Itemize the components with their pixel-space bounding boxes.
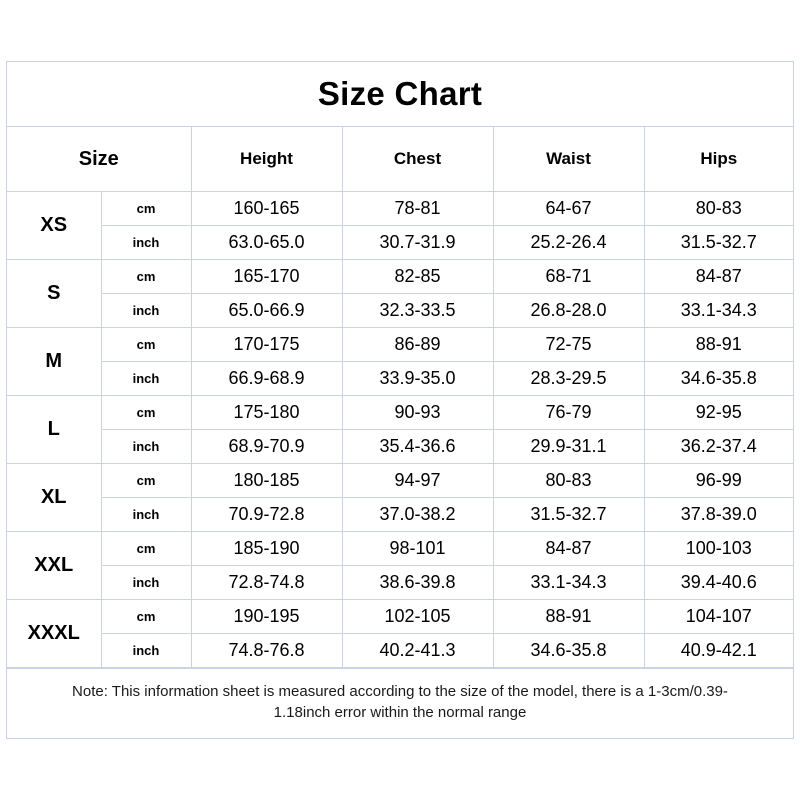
height-value: 185-190	[191, 532, 342, 566]
size-label: M	[7, 328, 101, 396]
chest-value: 94-97	[342, 464, 493, 498]
size-row-s-inch	[7, 294, 793, 328]
unit-label-inch: inch	[101, 226, 191, 260]
chart-title: Size Chart	[7, 62, 793, 127]
height-value: 68.9-70.9	[191, 430, 342, 464]
hips-value: 80-83	[644, 192, 793, 226]
unit-label-inch: inch	[101, 566, 191, 600]
unit-label-inch: inch	[101, 362, 191, 396]
unit-label-cm: cm	[101, 464, 191, 498]
unit-label-cm: cm	[101, 600, 191, 634]
height-value: 74.8-76.8	[191, 634, 342, 668]
waist-value: 84-87	[493, 532, 644, 566]
size-row-xs-inch	[7, 226, 793, 260]
hips-value: 96-99	[644, 464, 793, 498]
note-line-1: Note: This information sheet is measured according to the size of the model, there is a 1-3cm/0.39-	[72, 683, 728, 700]
unit-label-cm: cm	[101, 192, 191, 226]
size-row-xxxl-inch	[7, 634, 793, 668]
unit-label-inch: inch	[101, 430, 191, 464]
height-value: 66.9-68.9	[191, 362, 342, 396]
chest-value: 32.3-33.5	[342, 294, 493, 328]
unit-label-cm: cm	[101, 532, 191, 566]
chest-value: 33.9-35.0	[342, 362, 493, 396]
waist-value: 26.8-28.0	[493, 294, 644, 328]
chest-value: 90-93	[342, 396, 493, 430]
waist-value: 76-79	[493, 396, 644, 430]
size-label: S	[7, 260, 101, 328]
waist-value: 80-83	[493, 464, 644, 498]
waist-value: 88-91	[493, 600, 644, 634]
hips-value: 92-95	[644, 396, 793, 430]
chest-value: 82-85	[342, 260, 493, 294]
unit-label-inch: inch	[101, 634, 191, 668]
size-row-xs-cm	[7, 192, 793, 226]
size-row-xl-cm	[7, 464, 793, 498]
waist-value: 34.6-35.8	[493, 634, 644, 668]
height-value: 170-175	[191, 328, 342, 362]
header-size: Size	[7, 127, 191, 192]
size-table	[7, 127, 793, 668]
chest-value: 38.6-39.8	[342, 566, 493, 600]
size-row-xxl-inch	[7, 566, 793, 600]
unit-label-inch: inch	[101, 294, 191, 328]
waist-value: 64-67	[493, 192, 644, 226]
chest-value: 102-105	[342, 600, 493, 634]
unit-label-inch: inch	[101, 498, 191, 532]
size-row-m-inch	[7, 362, 793, 396]
header-waist: Waist	[493, 127, 644, 192]
size-label: XXXL	[7, 600, 101, 668]
waist-value: 68-71	[493, 260, 644, 294]
hips-value: 31.5-32.7	[644, 226, 793, 260]
waist-value: 28.3-29.5	[493, 362, 644, 396]
size-row-s-cm	[7, 260, 793, 294]
hips-value: 40.9-42.1	[644, 634, 793, 668]
height-value: 70.9-72.8	[191, 498, 342, 532]
chest-value: 37.0-38.2	[342, 498, 493, 532]
waist-value: 72-75	[493, 328, 644, 362]
height-value: 72.8-74.8	[191, 566, 342, 600]
waist-value: 25.2-26.4	[493, 226, 644, 260]
height-value: 165-170	[191, 260, 342, 294]
header-height: Height	[191, 127, 342, 192]
chest-value: 35.4-36.6	[342, 430, 493, 464]
waist-value: 33.1-34.3	[493, 566, 644, 600]
size-row-l-inch	[7, 430, 793, 464]
note-line-2: 1.18inch error within the normal range	[273, 704, 527, 721]
size-row-xl-inch	[7, 498, 793, 532]
chest-value: 86-89	[342, 328, 493, 362]
chest-value: 30.7-31.9	[342, 226, 493, 260]
hips-value: 104-107	[644, 600, 793, 634]
size-chart-sheet	[6, 61, 794, 739]
height-value: 65.0-66.9	[191, 294, 342, 328]
height-value: 180-185	[191, 464, 342, 498]
hips-value: 88-91	[644, 328, 793, 362]
chest-value: 78-81	[342, 192, 493, 226]
header-hips: Hips	[644, 127, 793, 192]
height-value: 175-180	[191, 396, 342, 430]
size-label: L	[7, 396, 101, 464]
waist-value: 31.5-32.7	[493, 498, 644, 532]
hips-value: 100-103	[644, 532, 793, 566]
unit-label-cm: cm	[101, 328, 191, 362]
unit-label-cm: cm	[101, 396, 191, 430]
header-chest: Chest	[342, 127, 493, 192]
height-value: 190-195	[191, 600, 342, 634]
chest-value: 98-101	[342, 532, 493, 566]
size-label: XXL	[7, 532, 101, 600]
height-value: 160-165	[191, 192, 342, 226]
hips-value: 39.4-40.6	[644, 566, 793, 600]
hips-value: 34.6-35.8	[644, 362, 793, 396]
measurement-note	[7, 668, 793, 735]
unit-label-cm: cm	[101, 260, 191, 294]
height-value: 63.0-65.0	[191, 226, 342, 260]
size-row-xxxl-cm	[7, 600, 793, 634]
hips-value: 33.1-34.3	[644, 294, 793, 328]
size-row-l-cm	[7, 396, 793, 430]
size-row-m-cm	[7, 328, 793, 362]
waist-value: 29.9-31.1	[493, 430, 644, 464]
size-label: XS	[7, 192, 101, 260]
hips-value: 84-87	[644, 260, 793, 294]
chest-value: 40.2-41.3	[342, 634, 493, 668]
size-label: XL	[7, 464, 101, 532]
size-row-xxl-cm	[7, 532, 793, 566]
hips-value: 37.8-39.0	[644, 498, 793, 532]
hips-value: 36.2-37.4	[644, 430, 793, 464]
header-row	[7, 127, 793, 192]
